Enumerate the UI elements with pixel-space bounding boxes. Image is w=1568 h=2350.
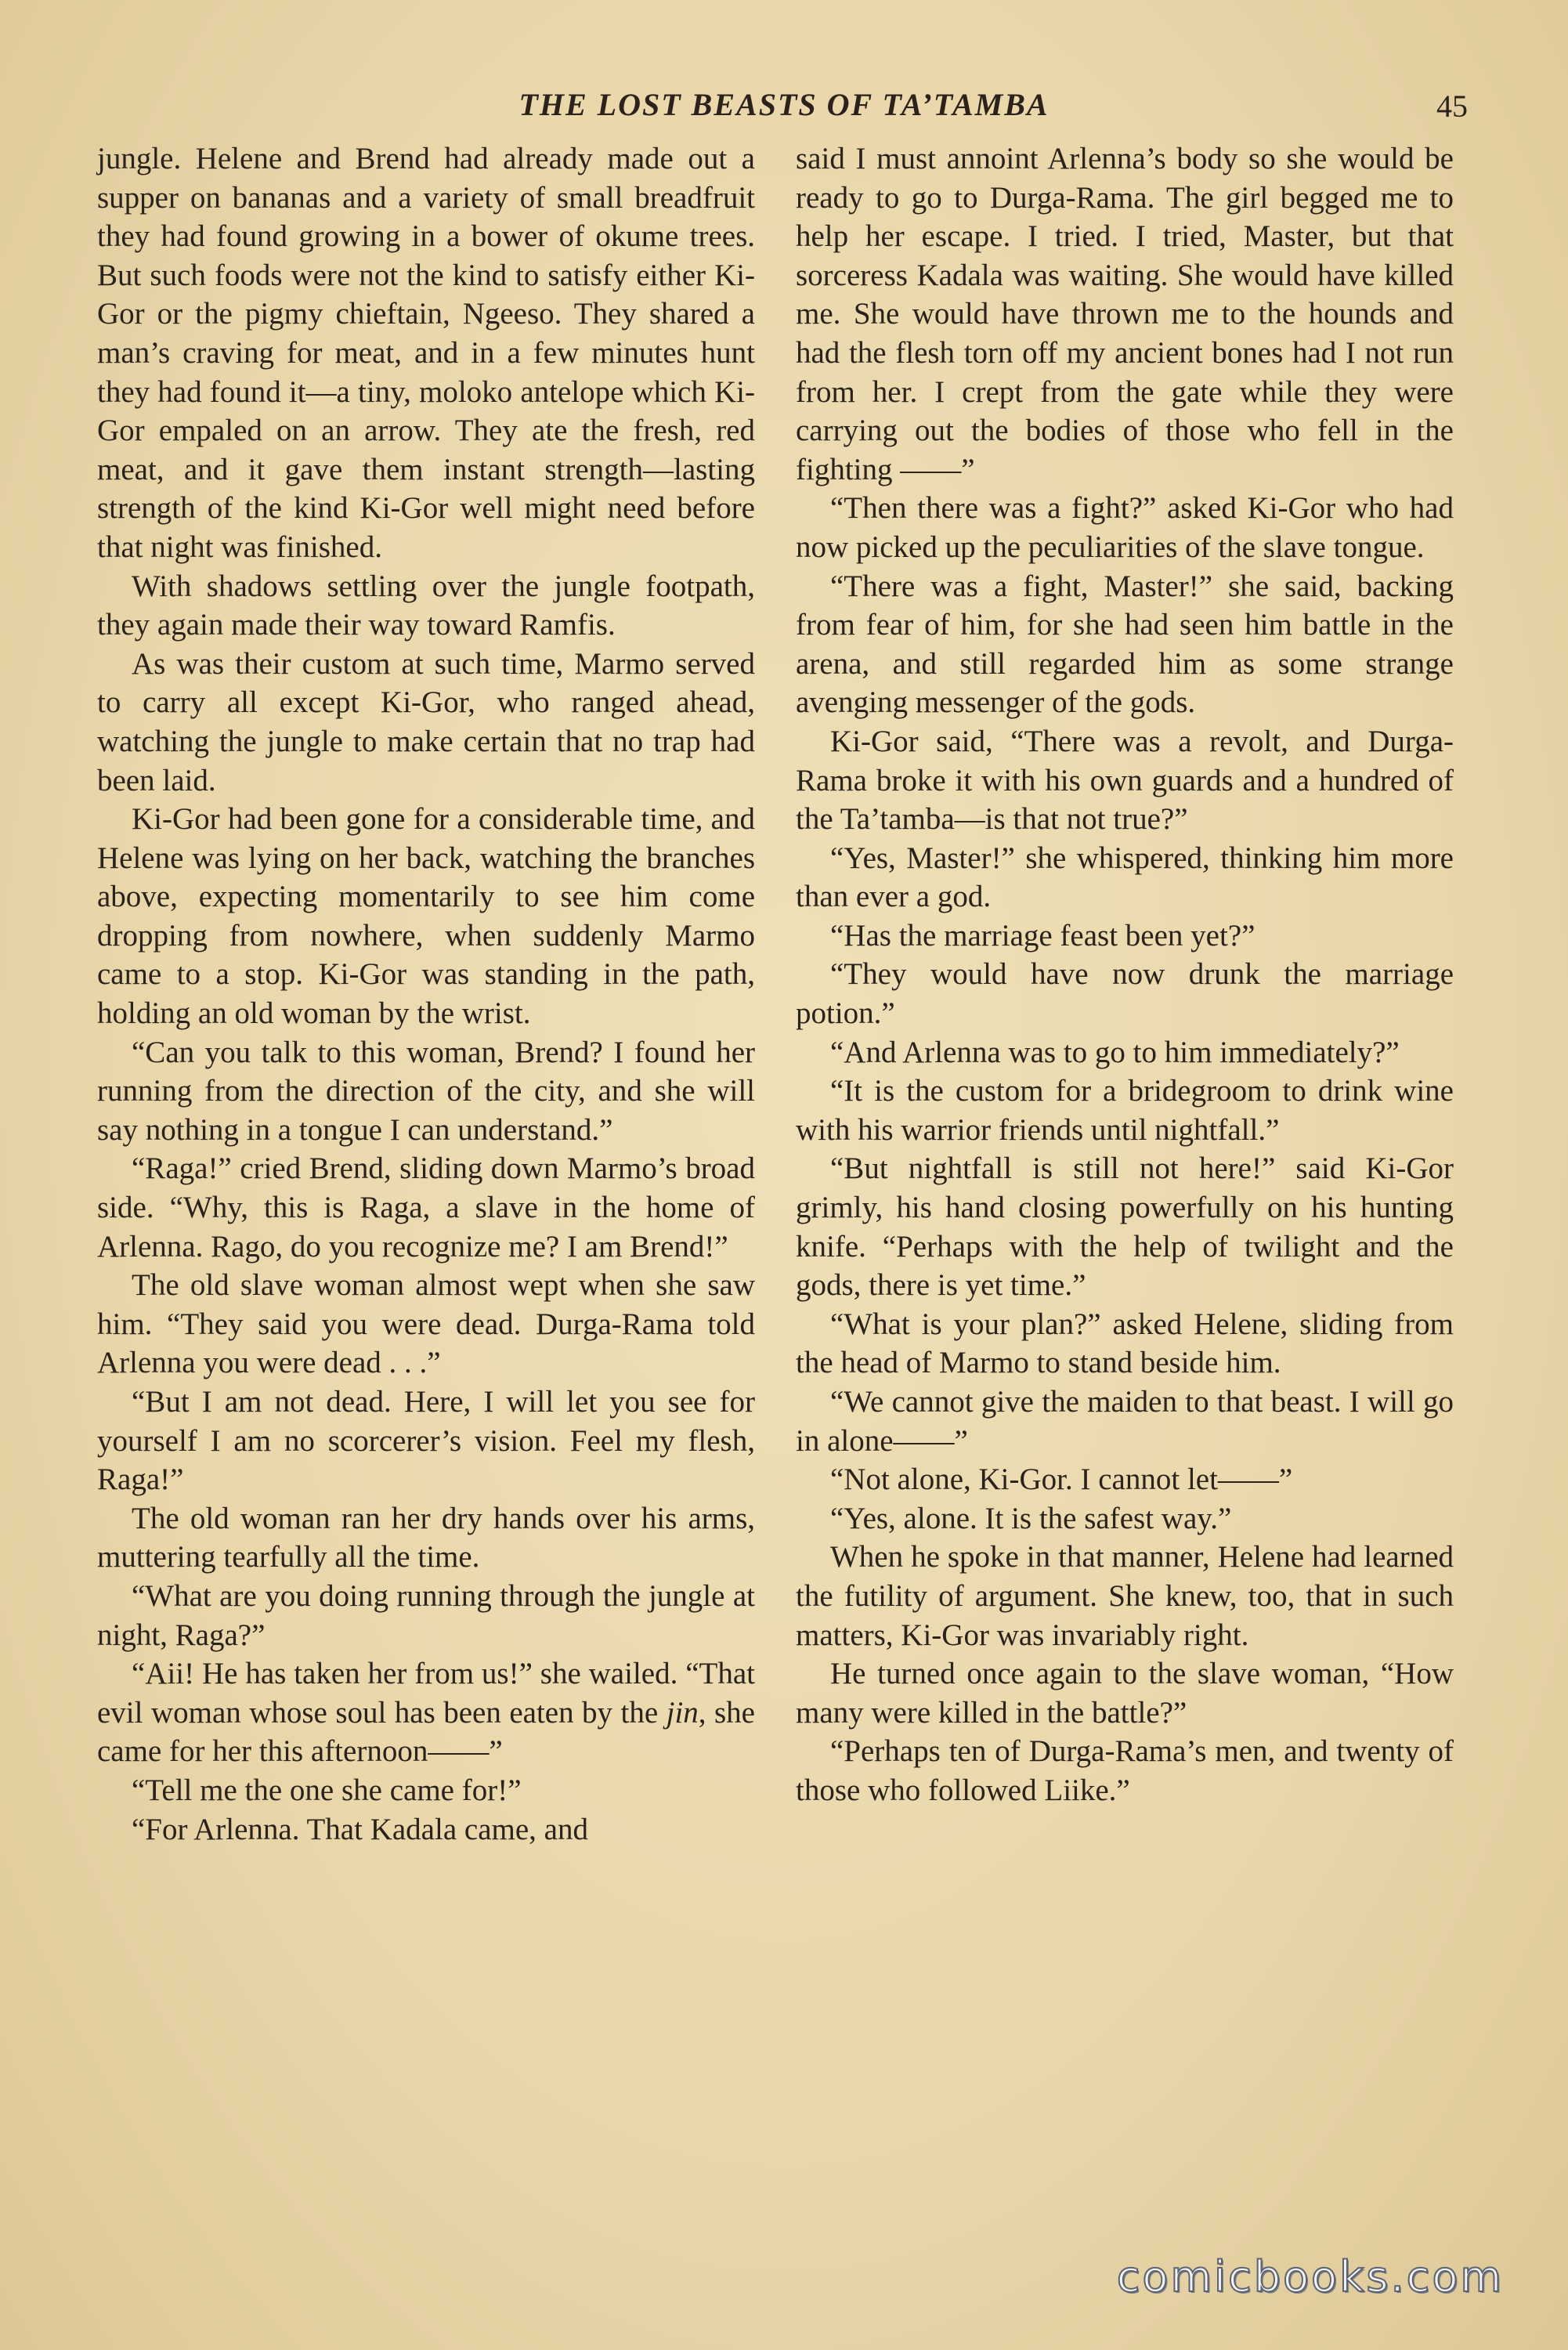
paragraph: “Then there was a fight?” asked Ki-Gor who had now picked up the peculiarities of the slave tongue. bbox=[796, 491, 1454, 564]
paragraph: “What are you doing running through the jungle at night, Raga?” bbox=[97, 1578, 755, 1652]
paragraph: “But nightfall is still not here!” said Ki-Gor grimly, his hand closing powerfully on his hunting knife. “Perhaps with the help of twilight and the gods, there is yet time.” bbox=[796, 1152, 1454, 1303]
running-header-title: THE LOST BEASTS OF TA’TAMBA bbox=[518, 87, 1050, 122]
paragraph: said I must annoint Arlenna’s body so she would be ready to go to Durga-Rama. The girl begged me to help her escape. I tried. I tried, Master, but that sorceress Kadala was waiting. She would have killed me. She would have thrown me to the hounds and had the flesh torn off my ancient bones had I not run from her. I crept from the gate while they were carrying out the bodies of those who fell in the fighting ——” bbox=[796, 142, 1454, 486]
paragraph: With shadows settling over the jungle footpath, they again made their way toward Ramfis. bbox=[97, 569, 755, 642]
italic-word: jin bbox=[666, 1695, 699, 1730]
paragraph: “Raga!” cried Brend, sliding down Marmo’s broad side. “Why, this is Raga, a slave in the home of Arlenna. Rago, do you recognize me? I am Brend!” bbox=[97, 1152, 755, 1264]
paragraph: “They would have now drunk the marriage potion.” bbox=[796, 957, 1454, 1031]
paragraph: “Yes, Master!” she whispered, thinking him more than ever a god. bbox=[796, 841, 1454, 914]
paragraph: The old slave woman almost wept when she saw him. “They said you were dead. Durga-Rama told Arlenna you were dead . . .” bbox=[97, 1268, 755, 1380]
paragraph: “We cannot give the maiden to that beast. I will go in alone——” bbox=[796, 1385, 1454, 1458]
paragraph: The old woman ran her dry hands over his arms, muttering tearfully all the time. bbox=[97, 1501, 755, 1574]
left-text-column bbox=[97, 139, 755, 1849]
right-text-column bbox=[796, 139, 1454, 1810]
paragraph: “What is your plan?” asked Helene, sliding from the head of Marmo to stand beside him. bbox=[796, 1307, 1454, 1380]
paragraph: Ki-Gor had been gone for a considerable time, and Helene was lying on her back, watching the branches above, expecting momentarily to see him come dropping from nowhere, when suddenly Marmo came to a stop. Ki-Gor was standing in the path, holding an old woman by the wrist. bbox=[97, 802, 755, 1031]
site-watermark: comicbooks.com bbox=[1116, 2252, 1504, 2301]
paragraph: “It is the custom for a bridegroom to drink wine with his warrior friends until nightfall.” bbox=[796, 1074, 1454, 1147]
paragraph: “There was a fight, Master!” she said, backing from fear of him, for she had seen him battle in the arena, and still regarded him as some strange avenging messenger of the gods. bbox=[796, 569, 1454, 720]
paragraph: Ki-Gor said, “There was a revolt, and Durga-Rama broke it with his own guards and a hundred of the Ta’tamba—is that not true?” bbox=[796, 724, 1454, 837]
paragraph: “Tell me the one she came for!” bbox=[132, 1773, 522, 1807]
paragraph: “And Arlenna was to go to him immediately?” bbox=[830, 1035, 1400, 1069]
paragraph: When he spoke in that manner, Helene had learned the futility of argument. She knew, too, that in such matters, Ki-Gor was invariably right. bbox=[796, 1540, 1454, 1652]
paragraph: “Yes, alone. It is the safest way.” bbox=[830, 1501, 1232, 1535]
paragraph: “For Arlenna. That Kadala came, and bbox=[132, 1812, 588, 1846]
paragraph: “Has the marriage feast been yet?” bbox=[830, 918, 1255, 953]
page-number: 45 bbox=[1436, 89, 1468, 124]
paragraph: As was their custom at such time, Marmo served to carry all except Ki-Gor, who ranged ahead, watching the jungle to make certain that no trap had been laid. bbox=[97, 646, 755, 797]
paragraph: “Aii! He has taken her from us!” she wailed. “That evil woman whose soul has been eaten by the jin, she came for her this afternoon——” bbox=[97, 1657, 755, 1769]
paragraph: “Perhaps ten of Durga-Rama’s men, and twenty of those who followed Liike.” bbox=[796, 1734, 1454, 1807]
paragraph: “Not alone, Ki-Gor. I cannot let——” bbox=[830, 1462, 1293, 1497]
paragraph: “But I am not dead. Here, I will let you see for yourself I am no scorcerer’s vision. Feel my flesh, Raga!” bbox=[97, 1385, 755, 1497]
paragraph: jungle. Helene and Brend had already made out a supper on bananas and a variety of small breadfruit they had found growing in a bower of okume trees. But such foods were not the kind to satisfy either Ki-Gor or the pigmy chieftain, Ngeeso. They shared a man’s craving for meat, and in a few minutes hunt they had found it—a tiny, moloko antelope which Ki-Gor empaled on an arrow. They ate the fresh, red meat, and it gave them instant strength—lasting strength of the kind Ki-Gor well might need before that night was finished. bbox=[97, 142, 755, 564]
paragraph: “Can you talk to this woman, Brend? I found her running from the direction of the city, and she will say nothing in a tongue I can understand.” bbox=[97, 1035, 755, 1147]
paragraph: He turned once again to the slave woman, “How many were killed in the battle?” bbox=[796, 1657, 1454, 1730]
